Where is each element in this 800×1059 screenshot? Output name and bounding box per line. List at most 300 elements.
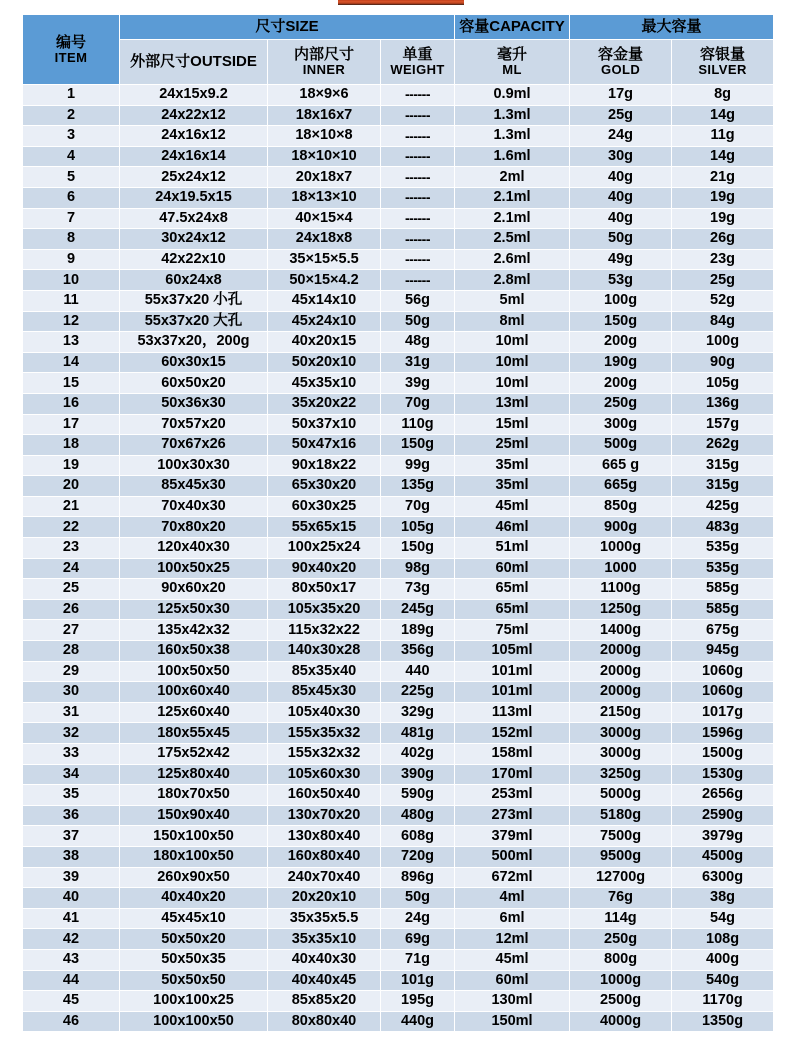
cell-gold: 2500g <box>570 991 671 1011</box>
column-header-silver-cn: 容银量 <box>700 46 746 64</box>
cell-weight: 50g <box>381 312 454 332</box>
cell-ml: 2.1ml <box>455 209 569 229</box>
cell-outside: 55x37x20 大孔 <box>120 312 267 332</box>
cell-item: 26 <box>23 600 119 620</box>
cell-silver: 8g <box>672 85 773 105</box>
cell-gold: 49g <box>570 250 671 270</box>
cell-ml: 2.5ml <box>455 229 569 249</box>
cell-gold: 3000g <box>570 723 671 743</box>
table-row <box>23 291 773 311</box>
cell-inner: 35x35x10 <box>268 929 380 949</box>
cell-silver: 540g <box>672 971 773 991</box>
cell-ml: 25ml <box>455 435 569 455</box>
column-header-weight-en: WEIGHT <box>390 62 445 78</box>
cell-weight: 56g <box>381 291 454 311</box>
cell-silver: 675g <box>672 620 773 640</box>
cell-ml: 10ml <box>455 353 569 373</box>
cell-ml: 0.9ml <box>455 85 569 105</box>
cell-item: 23 <box>23 538 119 558</box>
cell-silver: 425g <box>672 497 773 517</box>
cell-silver: 945g <box>672 641 773 661</box>
cell-silver: 2590g <box>672 806 773 826</box>
cell-inner: 50x20x10 <box>268 353 380 373</box>
cell-outside: 150x100x50 <box>120 826 267 846</box>
cell-weight: 195g <box>381 991 454 1011</box>
cell-silver: 3979g <box>672 826 773 846</box>
cell-gold: 5180g <box>570 806 671 826</box>
cell-inner: 35x20x22 <box>268 394 380 414</box>
cell-weight: 402g <box>381 744 454 764</box>
column-header-item-cn: 编号 <box>55 33 86 51</box>
cell-item: 46 <box>23 1012 119 1032</box>
column-header-outside <box>120 40 267 84</box>
cell-gold: 1000g <box>570 538 671 558</box>
table-header <box>23 15 773 84</box>
cell-inner: 105x40x30 <box>268 703 380 723</box>
cell-gold: 800g <box>570 950 671 970</box>
cell-inner: 85x45x30 <box>268 682 380 702</box>
cell-inner: 60x30x25 <box>268 497 380 517</box>
cell-inner: 105x60x30 <box>268 765 380 785</box>
table-row <box>23 1012 773 1032</box>
header-group-row <box>23 15 773 39</box>
cell-silver: 262g <box>672 435 773 455</box>
cell-gold: 300g <box>570 415 671 435</box>
table-row <box>23 435 773 455</box>
cell-ml: 1.6ml <box>455 147 569 167</box>
cell-item: 14 <box>23 353 119 373</box>
cell-weight: 48g <box>381 332 454 352</box>
cell-silver: 1350g <box>672 1012 773 1032</box>
cell-outside: 25x24x12 <box>120 167 267 187</box>
table-row <box>23 620 773 640</box>
column-header-silver <box>672 40 773 84</box>
cell-weight: 99g <box>381 456 454 476</box>
cell-outside: 60x50x20 <box>120 373 267 393</box>
cell-weight: 73g <box>381 579 454 599</box>
cell-weight: 440g <box>381 1012 454 1032</box>
cell-gold: 1400g <box>570 620 671 640</box>
cell-weight: 110g <box>381 415 454 435</box>
cell-silver: 483g <box>672 517 773 537</box>
cell-ml: 12ml <box>455 929 569 949</box>
cell-silver: 25g <box>672 270 773 290</box>
cell-ml: 105ml <box>455 641 569 661</box>
cell-inner: 18×13×10 <box>268 188 380 208</box>
cell-item: 17 <box>23 415 119 435</box>
cell-gold: 5000g <box>570 785 671 805</box>
cell-gold: 17g <box>570 85 671 105</box>
cell-item: 33 <box>23 744 119 764</box>
cell-item: 44 <box>23 971 119 991</box>
cell-weight: ------ <box>381 147 454 167</box>
cell-gold: 7500g <box>570 826 671 846</box>
cell-item: 25 <box>23 579 119 599</box>
cell-item: 11 <box>23 291 119 311</box>
cell-gold: 190g <box>570 353 671 373</box>
cell-outside: 42x22x10 <box>120 250 267 270</box>
cell-silver: 6300g <box>672 868 773 888</box>
table-row <box>23 373 773 393</box>
table-row <box>23 209 773 229</box>
cell-ml: 379ml <box>455 826 569 846</box>
cell-silver: 108g <box>672 929 773 949</box>
cell-item: 19 <box>23 456 119 476</box>
group-header-capacity: 容量CAPACITY <box>455 15 569 39</box>
cell-inner: 85x35x40 <box>268 662 380 682</box>
cell-inner: 130x70x20 <box>268 806 380 826</box>
cell-ml: 4ml <box>455 888 569 908</box>
cell-gold: 40g <box>570 209 671 229</box>
cell-silver: 90g <box>672 353 773 373</box>
cell-outside: 45x45x10 <box>120 909 267 929</box>
cell-inner: 155x35x32 <box>268 723 380 743</box>
table-row <box>23 723 773 743</box>
cell-ml: 45ml <box>455 497 569 517</box>
table-row <box>23 394 773 414</box>
cell-weight: 440 <box>381 662 454 682</box>
cell-gold: 100g <box>570 291 671 311</box>
cell-ml: 10ml <box>455 332 569 352</box>
cell-ml: 130ml <box>455 991 569 1011</box>
cell-item: 3 <box>23 126 119 146</box>
cell-silver: 26g <box>672 229 773 249</box>
cell-inner: 24x18x8 <box>268 229 380 249</box>
table-row <box>23 909 773 929</box>
cell-silver: 105g <box>672 373 773 393</box>
table-row <box>23 868 773 888</box>
cell-gold: 2000g <box>570 682 671 702</box>
cell-inner: 50x47x16 <box>268 435 380 455</box>
cell-item: 37 <box>23 826 119 846</box>
cell-silver: 315g <box>672 456 773 476</box>
table-row <box>23 147 773 167</box>
cell-weight: 356g <box>381 641 454 661</box>
cell-item: 13 <box>23 332 119 352</box>
cell-silver: 4500g <box>672 847 773 867</box>
cell-gold: 500g <box>570 435 671 455</box>
cell-silver: 19g <box>672 188 773 208</box>
cell-silver: 21g <box>672 167 773 187</box>
cell-gold: 4000g <box>570 1012 671 1032</box>
cell-gold: 9500g <box>570 847 671 867</box>
cell-outside: 24x22x12 <box>120 106 267 126</box>
cell-gold: 25g <box>570 106 671 126</box>
table-row <box>23 332 773 352</box>
table-row <box>23 476 773 496</box>
cell-outside: 70x67x26 <box>120 435 267 455</box>
cell-silver: 1017g <box>672 703 773 723</box>
cell-silver: 14g <box>672 106 773 126</box>
cell-weight: 70g <box>381 394 454 414</box>
table-row <box>23 517 773 537</box>
cell-ml: 13ml <box>455 394 569 414</box>
cell-outside: 50x50x50 <box>120 971 267 991</box>
cell-weight: 39g <box>381 373 454 393</box>
cell-outside: 90x60x20 <box>120 579 267 599</box>
table-row <box>23 600 773 620</box>
table-row <box>23 662 773 682</box>
cell-item: 16 <box>23 394 119 414</box>
cell-item: 2 <box>23 106 119 126</box>
cell-gold: 665 g <box>570 456 671 476</box>
cell-silver: 535g <box>672 559 773 579</box>
cell-outside: 100x30x30 <box>120 456 267 476</box>
table-row <box>23 538 773 558</box>
cell-inner: 130x80x40 <box>268 826 380 846</box>
column-header-weight <box>381 40 454 84</box>
cell-ml: 6ml <box>455 909 569 929</box>
cell-item: 21 <box>23 497 119 517</box>
column-header-ml-cn: 毫升 <box>497 46 528 64</box>
cell-inner: 50x37x10 <box>268 415 380 435</box>
cell-weight: ------ <box>381 85 454 105</box>
cell-inner: 20x20x10 <box>268 888 380 908</box>
cell-item: 4 <box>23 147 119 167</box>
cell-ml: 65ml <box>455 579 569 599</box>
cell-ml: 35ml <box>455 476 569 496</box>
cell-item: 34 <box>23 765 119 785</box>
cell-outside: 85x45x30 <box>120 476 267 496</box>
table-row <box>23 188 773 208</box>
cell-gold: 76g <box>570 888 671 908</box>
cell-ml: 65ml <box>455 600 569 620</box>
table-row <box>23 270 773 290</box>
box-specification-table <box>22 14 774 1032</box>
cell-ml: 1.3ml <box>455 106 569 126</box>
cell-outside: 120x40x30 <box>120 538 267 558</box>
table-row <box>23 106 773 126</box>
cell-gold: 12700g <box>570 868 671 888</box>
cell-weight: 69g <box>381 929 454 949</box>
cell-ml: 51ml <box>455 538 569 558</box>
cell-outside: 100x100x50 <box>120 1012 267 1032</box>
cell-outside: 53x37x20，200g <box>120 332 267 352</box>
cell-outside: 70x57x20 <box>120 415 267 435</box>
cell-inner: 105x35x20 <box>268 600 380 620</box>
cell-gold: 850g <box>570 497 671 517</box>
cell-inner: 155x32x32 <box>268 744 380 764</box>
cell-inner: 50×15×4.2 <box>268 270 380 290</box>
cell-outside: 60x24x8 <box>120 270 267 290</box>
cell-weight: ------ <box>381 106 454 126</box>
cell-outside: 135x42x32 <box>120 620 267 640</box>
cell-gold: 2150g <box>570 703 671 723</box>
table-row <box>23 785 773 805</box>
cell-ml: 170ml <box>455 765 569 785</box>
cell-outside: 60x30x15 <box>120 353 267 373</box>
cell-gold: 40g <box>570 167 671 187</box>
cell-item: 27 <box>23 620 119 640</box>
group-header-size: 尺寸SIZE <box>120 15 454 39</box>
cell-outside: 55x37x20 小孔 <box>120 291 267 311</box>
cell-ml: 60ml <box>455 559 569 579</box>
cell-silver: 52g <box>672 291 773 311</box>
cell-silver: 400g <box>672 950 773 970</box>
cell-ml: 253ml <box>455 785 569 805</box>
cell-weight: ------ <box>381 250 454 270</box>
cell-item: 20 <box>23 476 119 496</box>
table-row <box>23 456 773 476</box>
cell-item: 8 <box>23 229 119 249</box>
cell-outside: 24x15x9.2 <box>120 85 267 105</box>
table-row <box>23 765 773 785</box>
cell-weight: ------ <box>381 209 454 229</box>
table-row <box>23 991 773 1011</box>
table-row <box>23 888 773 908</box>
cell-ml: 2.6ml <box>455 250 569 270</box>
cell-item: 9 <box>23 250 119 270</box>
cell-ml: 273ml <box>455 806 569 826</box>
cell-outside: 50x50x35 <box>120 950 267 970</box>
cell-silver: 11g <box>672 126 773 146</box>
cell-ml: 35ml <box>455 456 569 476</box>
column-header-item-en: ITEM <box>54 49 88 65</box>
cell-inner: 140x30x28 <box>268 641 380 661</box>
cell-ml: 672ml <box>455 868 569 888</box>
cell-silver: 1060g <box>672 682 773 702</box>
cell-weight: 135g <box>381 476 454 496</box>
table-row <box>23 682 773 702</box>
cell-item: 24 <box>23 559 119 579</box>
cell-weight: ------ <box>381 126 454 146</box>
cell-gold: 40g <box>570 188 671 208</box>
cell-outside: 100x50x25 <box>120 559 267 579</box>
cell-inner: 160x50x40 <box>268 785 380 805</box>
table-row <box>23 826 773 846</box>
column-header-inner-en: INNER <box>302 62 346 78</box>
cell-inner: 100x25x24 <box>268 538 380 558</box>
cell-item: 36 <box>23 806 119 826</box>
cell-item: 22 <box>23 517 119 537</box>
cell-inner: 85x85x20 <box>268 991 380 1011</box>
cell-weight: ------ <box>381 167 454 187</box>
cell-outside: 50x36x30 <box>120 394 267 414</box>
cell-silver: 136g <box>672 394 773 414</box>
cell-item: 45 <box>23 991 119 1011</box>
cell-ml: 2.8ml <box>455 270 569 290</box>
table-row <box>23 229 773 249</box>
cell-silver: 1060g <box>672 662 773 682</box>
cell-item: 7 <box>23 209 119 229</box>
cell-outside: 70x80x20 <box>120 517 267 537</box>
column-header-gold <box>570 40 671 84</box>
cell-outside: 24x16x12 <box>120 126 267 146</box>
cell-gold: 2000g <box>570 641 671 661</box>
cell-ml: 75ml <box>455 620 569 640</box>
cell-gold: 1250g <box>570 600 671 620</box>
cell-gold: 50g <box>570 229 671 249</box>
table-row <box>23 950 773 970</box>
cell-silver: 1596g <box>672 723 773 743</box>
cell-inner: 65x30x20 <box>268 476 380 496</box>
cell-item: 10 <box>23 270 119 290</box>
cell-item: 41 <box>23 909 119 929</box>
cell-gold: 150g <box>570 312 671 332</box>
cell-item: 43 <box>23 950 119 970</box>
cell-item: 28 <box>23 641 119 661</box>
cell-ml: 500ml <box>455 847 569 867</box>
cell-weight: 390g <box>381 765 454 785</box>
cell-silver: 54g <box>672 909 773 929</box>
cell-inner: 45x14x10 <box>268 291 380 311</box>
cell-outside: 24x19.5x15 <box>120 188 267 208</box>
cell-silver: 14g <box>672 147 773 167</box>
cell-weight: 481g <box>381 723 454 743</box>
table-row <box>23 847 773 867</box>
cell-outside: 150x90x40 <box>120 806 267 826</box>
cell-inner: 18x16x7 <box>268 106 380 126</box>
cell-silver: 19g <box>672 209 773 229</box>
cell-ml: 1.3ml <box>455 126 569 146</box>
cell-gold: 24g <box>570 126 671 146</box>
column-header-ml <box>455 40 569 84</box>
column-header-inner-cn: 内部尺寸 <box>293 46 354 64</box>
cell-ml: 150ml <box>455 1012 569 1032</box>
cell-ml: 2.1ml <box>455 188 569 208</box>
header-subcolumn-row <box>23 40 773 84</box>
cell-inner: 40x40x45 <box>268 971 380 991</box>
cell-outside: 50x50x20 <box>120 929 267 949</box>
cell-silver: 535g <box>672 538 773 558</box>
cell-inner: 80x80x40 <box>268 1012 380 1032</box>
column-header-outside-label: 外部尺寸OUTSIDE <box>130 53 257 71</box>
cell-weight: 70g <box>381 497 454 517</box>
cell-ml: 152ml <box>455 723 569 743</box>
table-row <box>23 929 773 949</box>
cell-silver: 585g <box>672 579 773 599</box>
cell-outside: 260x90x50 <box>120 868 267 888</box>
table-row <box>23 85 773 105</box>
cell-gold: 250g <box>570 394 671 414</box>
table-body <box>23 85 773 1031</box>
cell-silver: 23g <box>672 250 773 270</box>
cell-ml: 8ml <box>455 312 569 332</box>
cell-item: 1 <box>23 85 119 105</box>
cell-item: 38 <box>23 847 119 867</box>
table-row <box>23 559 773 579</box>
cell-ml: 46ml <box>455 517 569 537</box>
cropped-photo-sliver <box>338 0 464 5</box>
table-row <box>23 744 773 764</box>
column-header-gold-cn: 容金量 <box>598 46 644 64</box>
cell-gold: 250g <box>570 929 671 949</box>
table-row <box>23 806 773 826</box>
cell-weight: 480g <box>381 806 454 826</box>
cell-silver: 1170g <box>672 991 773 1011</box>
cell-silver: 1530g <box>672 765 773 785</box>
cell-outside: 100x50x50 <box>120 662 267 682</box>
table-row <box>23 971 773 991</box>
cell-item: 42 <box>23 929 119 949</box>
cell-ml: 113ml <box>455 703 569 723</box>
cell-gold: 200g <box>570 332 671 352</box>
cell-silver: 1500g <box>672 744 773 764</box>
cell-item: 35 <box>23 785 119 805</box>
cell-weight: 590g <box>381 785 454 805</box>
cell-weight: ------ <box>381 229 454 249</box>
spec-table-container <box>22 14 766 1032</box>
cell-inner: 18×10×10 <box>268 147 380 167</box>
column-header-item <box>23 15 119 84</box>
cell-inner: 115x32x22 <box>268 620 380 640</box>
cell-item: 40 <box>23 888 119 908</box>
cell-gold: 53g <box>570 270 671 290</box>
cell-item: 5 <box>23 167 119 187</box>
cell-silver: 100g <box>672 332 773 352</box>
cell-weight: 150g <box>381 435 454 455</box>
cell-inner: 40x40x30 <box>268 950 380 970</box>
